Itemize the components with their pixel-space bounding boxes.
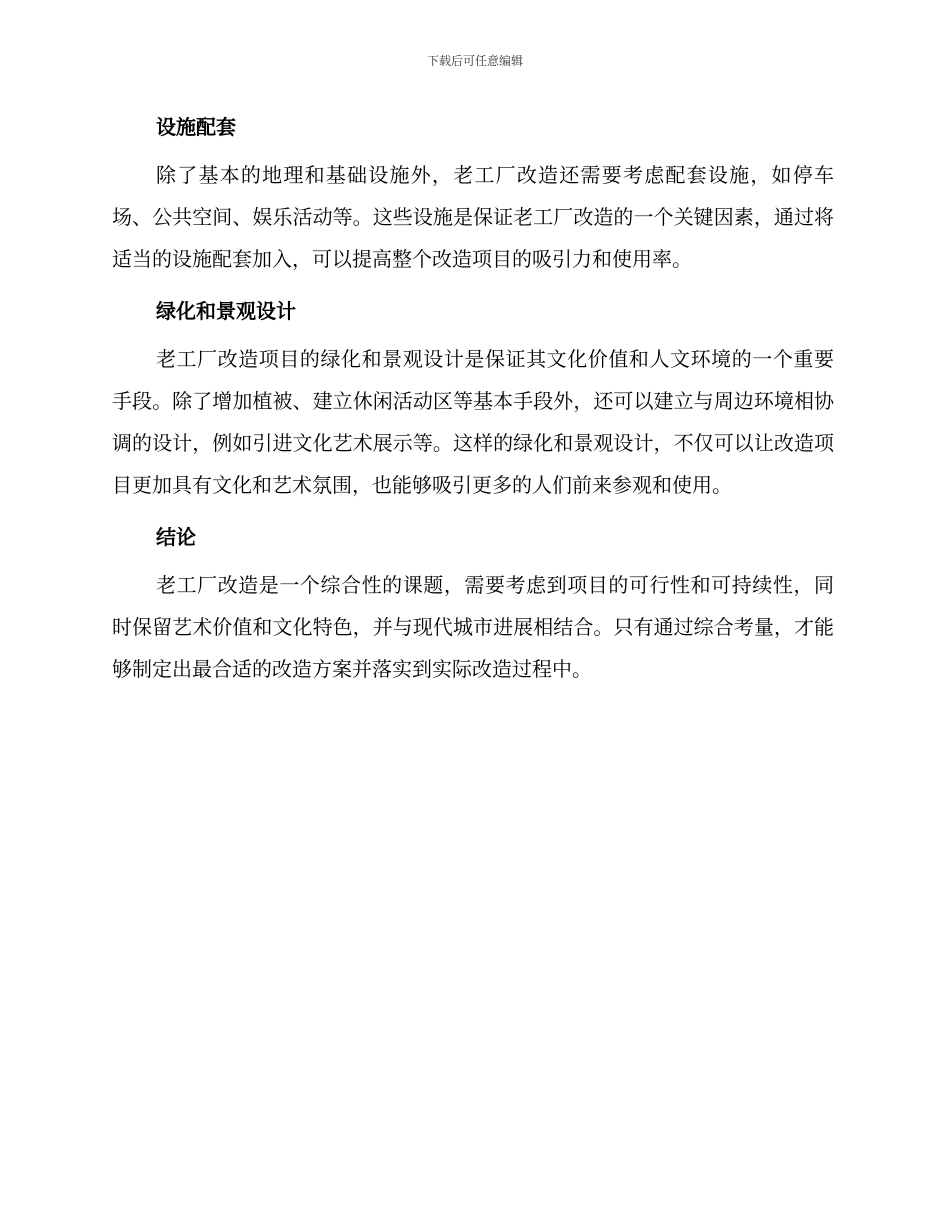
section-landscape [112,294,834,506]
section-paragraph: 老工厂改造项目的绿化和景观设计是保证其文化价值和人文环境的一个重要手段。除了增加植被、建立休闲活动区等基本手段外，还可以建立与周边环境相协调的设计，例如引进文化艺术展示等。这样的绿化和景观设计，不仅可以让改造项目更加具有文化和艺术氛围，也能够吸引更多的人们前来参观和使用。 [112,347,834,497]
section-heading: 设施配套 [156,115,236,139]
section-paragraph: 老工厂改造是一个综合性的课题，需要考虑到项目的可行性和可持续性，同时保留艺术价值和文化特色，并与现代城市进展相结合。只有通过综合考量，才能够制定出最合适的改造方案并落实到实际改造过程中。 [112,573,834,681]
section-heading: 结论 [156,525,196,549]
section-heading: 绿化和景观设计 [156,299,296,323]
section-conclusion [112,520,834,690]
document-body [112,110,834,704]
section-facilities [112,110,834,280]
page-header: 下载后可任意编辑 [426,54,523,68]
section-paragraph: 除了基本的地理和基础设施外，老工厂改造还需要考虑配套设施，如停车场、公共空间、娱乐活动等。这些设施是保证老工厂改造的一个关键因素，通过将适当的设施配套加入，可以提高整个改造项目的吸引力和使用率。 [112,163,834,271]
